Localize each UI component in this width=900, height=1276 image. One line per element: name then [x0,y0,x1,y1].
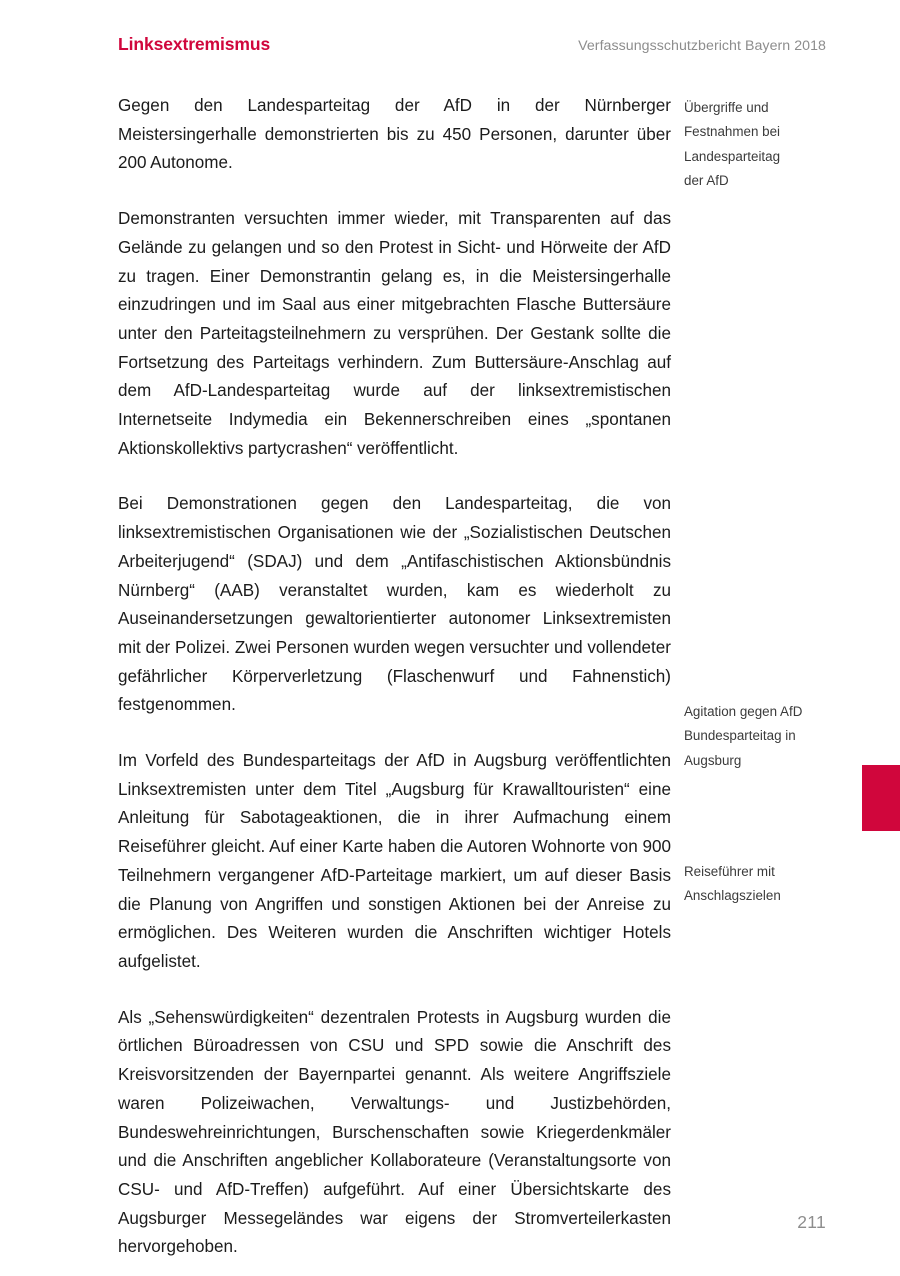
running-head [118,34,826,55]
body-paragraph: Im Vorfeld des Bundesparteitags der AfD in Augsburg veröffentlichten Linksextremisten unter dem Titel „Augsburg für Krawalltouristen“ eine Anleitung für Sabotageaktionen, die in ihrer Aufmachung einem Reiseführer gleicht. Auf einer Karte haben die Autoren Wohnorte von 900 Teilnehmern vergangener AfD-Parteitage markiert, um auf dieser Basis die Planung von Angriffen und sonstigen Aktionen bei der Anreise zu ermöglichen. Des Weiteren wurden die Anschriften wichtiger Hotels aufgelistet. [118,751,671,971]
report-title: Verfassungsschutzbericht Bayern 2018 [578,38,826,54]
margin-note-line: Bundesparteitag in [684,728,796,744]
chapter-thumb-tab [862,765,900,831]
body-paragraph: Demonstranten versuchten immer wieder, mit Transparenten auf das Gelände zu gelangen und so den Protest in Sicht- und Hörweite der AfD zu tragen. Einer Demonstrantin gelang es, in die Meistersingerhalle einzudringen und im Saal aus einer mitgebrachten Flasche Buttersäure unter den Parteitagsteilnehmern zu versprühen. Der Gestank sollte die Fortsetzung des Parteitags verhindern. Zum Buttersäure-Anschlag auf dem AfD-Landesparteitag wurde auf der linksextremistischen Internetseite Indymedia ein Bekennerschreiben eines „spontanen Aktionskollektivs partycrashen“ veröffentlicht. [118,209,671,458]
margin-note-line: der AfD [684,172,729,188]
body-paragraph: Gegen den Landesparteitag der AfD in der Nürnberger Meistersingerhalle demonstrierten bis zu 450 Personen, darunter über 200 Autonome. [118,96,671,173]
margin-note-line: Agitation gegen AfD [684,704,803,719]
margin-note-line: Augsburg [684,752,742,768]
main-text-column [118,92,671,1262]
margin-note-line: Übergriffe und [684,100,769,115]
margin-note [684,860,854,909]
margin-note-line: Festnahmen bei [684,124,781,140]
body-paragraph: Bei Demonstrationen gegen den Landesparteitag, die von linksextremistischen Organisationen wie der „Sozialistischen Deutschen Arbeiterjugend“ (SDAJ) und dem „Antifaschistischen Aktionsbündnis Nürnberg“ (AAB) veranstaltet wurden, kam es wiederholt zu Auseinandersetzungen gewaltorientierter autonomer Linksextremisten mit der Polizei. Zwei Personen wurden wegen versuchter und vollendeter gefährlicher Körperverletzung (Flaschenwurf und Fahnenstich) festgenommen. [118,494,671,715]
margin-note-line: Reiseführer mit [684,864,775,879]
margin-note [684,96,854,193]
page-number: 211 [797,1212,826,1232]
margin-note-line: Anschlagszielen [684,888,781,904]
body-paragraph: Als „Sehenswürdigkeiten“ dezentralen Protests in Augsburg wurden die örtlichen Büroadressen von CSU und SPD sowie die Anschrift des Kreisvorsitzenden der Bayernpartei genannt. Als weitere Angriffsziele waren Polizeiwachen, Verwaltungs- und Justizbehörden, Bundeswehreinrichtungen, Burschenschaften sowie Kriegerdenkmäler und die Anschriften angeblicher Kollaborateure (Veranstaltungsorte von CSU- und AfD-Treffen) aufgeführt. Auf einer Übersichtskarte des Augsburger Messegeländes war eigens der Stromverteilerkasten hervorgehoben. [118,1007,671,1257]
margin-note-line: Landesparteitag [684,148,781,164]
page-section-title: Linksextremismus [118,34,271,54]
margin-note [684,700,854,773]
